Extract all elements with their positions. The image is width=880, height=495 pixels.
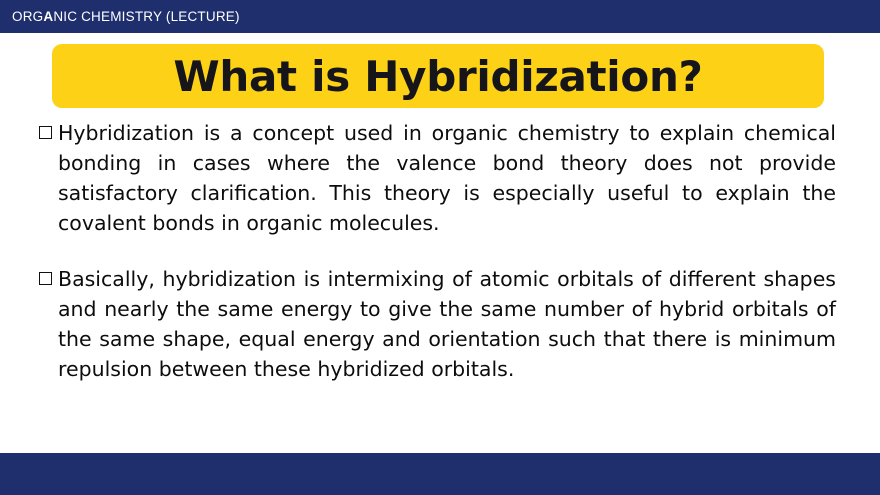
bullet-text: Hybridization is a concept used in organic chemistry to explain chemical bonding in cases where the valence bond theory does not provide satisfactory clarification. This theory is especially useful to explain the covalent bonds in organic molecules. [58,121,836,235]
header-bar [0,0,880,33]
course-label-highlight: A [43,9,54,24]
footer-bar [0,453,880,495]
course-label-prefix: ORG [12,9,44,24]
bullet-text: Basically, hybridization is intermixing of atomic orbitals of different shapes and nearly the same energy to give the same number of hybrid orbitals of the same shape, equal energy and orientation such that there is minimum repulsion between these hybridized orbitals. [58,267,836,381]
title-banner [52,44,824,108]
list-item [36,264,836,384]
list-item [36,118,836,238]
course-label-suffix: NIC CHEMISTRY (LECTURE) [53,9,240,24]
square-bullet-icon [39,272,52,285]
page-title: What is Hybridization? [173,51,703,101]
course-label [12,9,240,24]
body-content [0,118,880,384]
square-bullet-icon [39,126,52,139]
